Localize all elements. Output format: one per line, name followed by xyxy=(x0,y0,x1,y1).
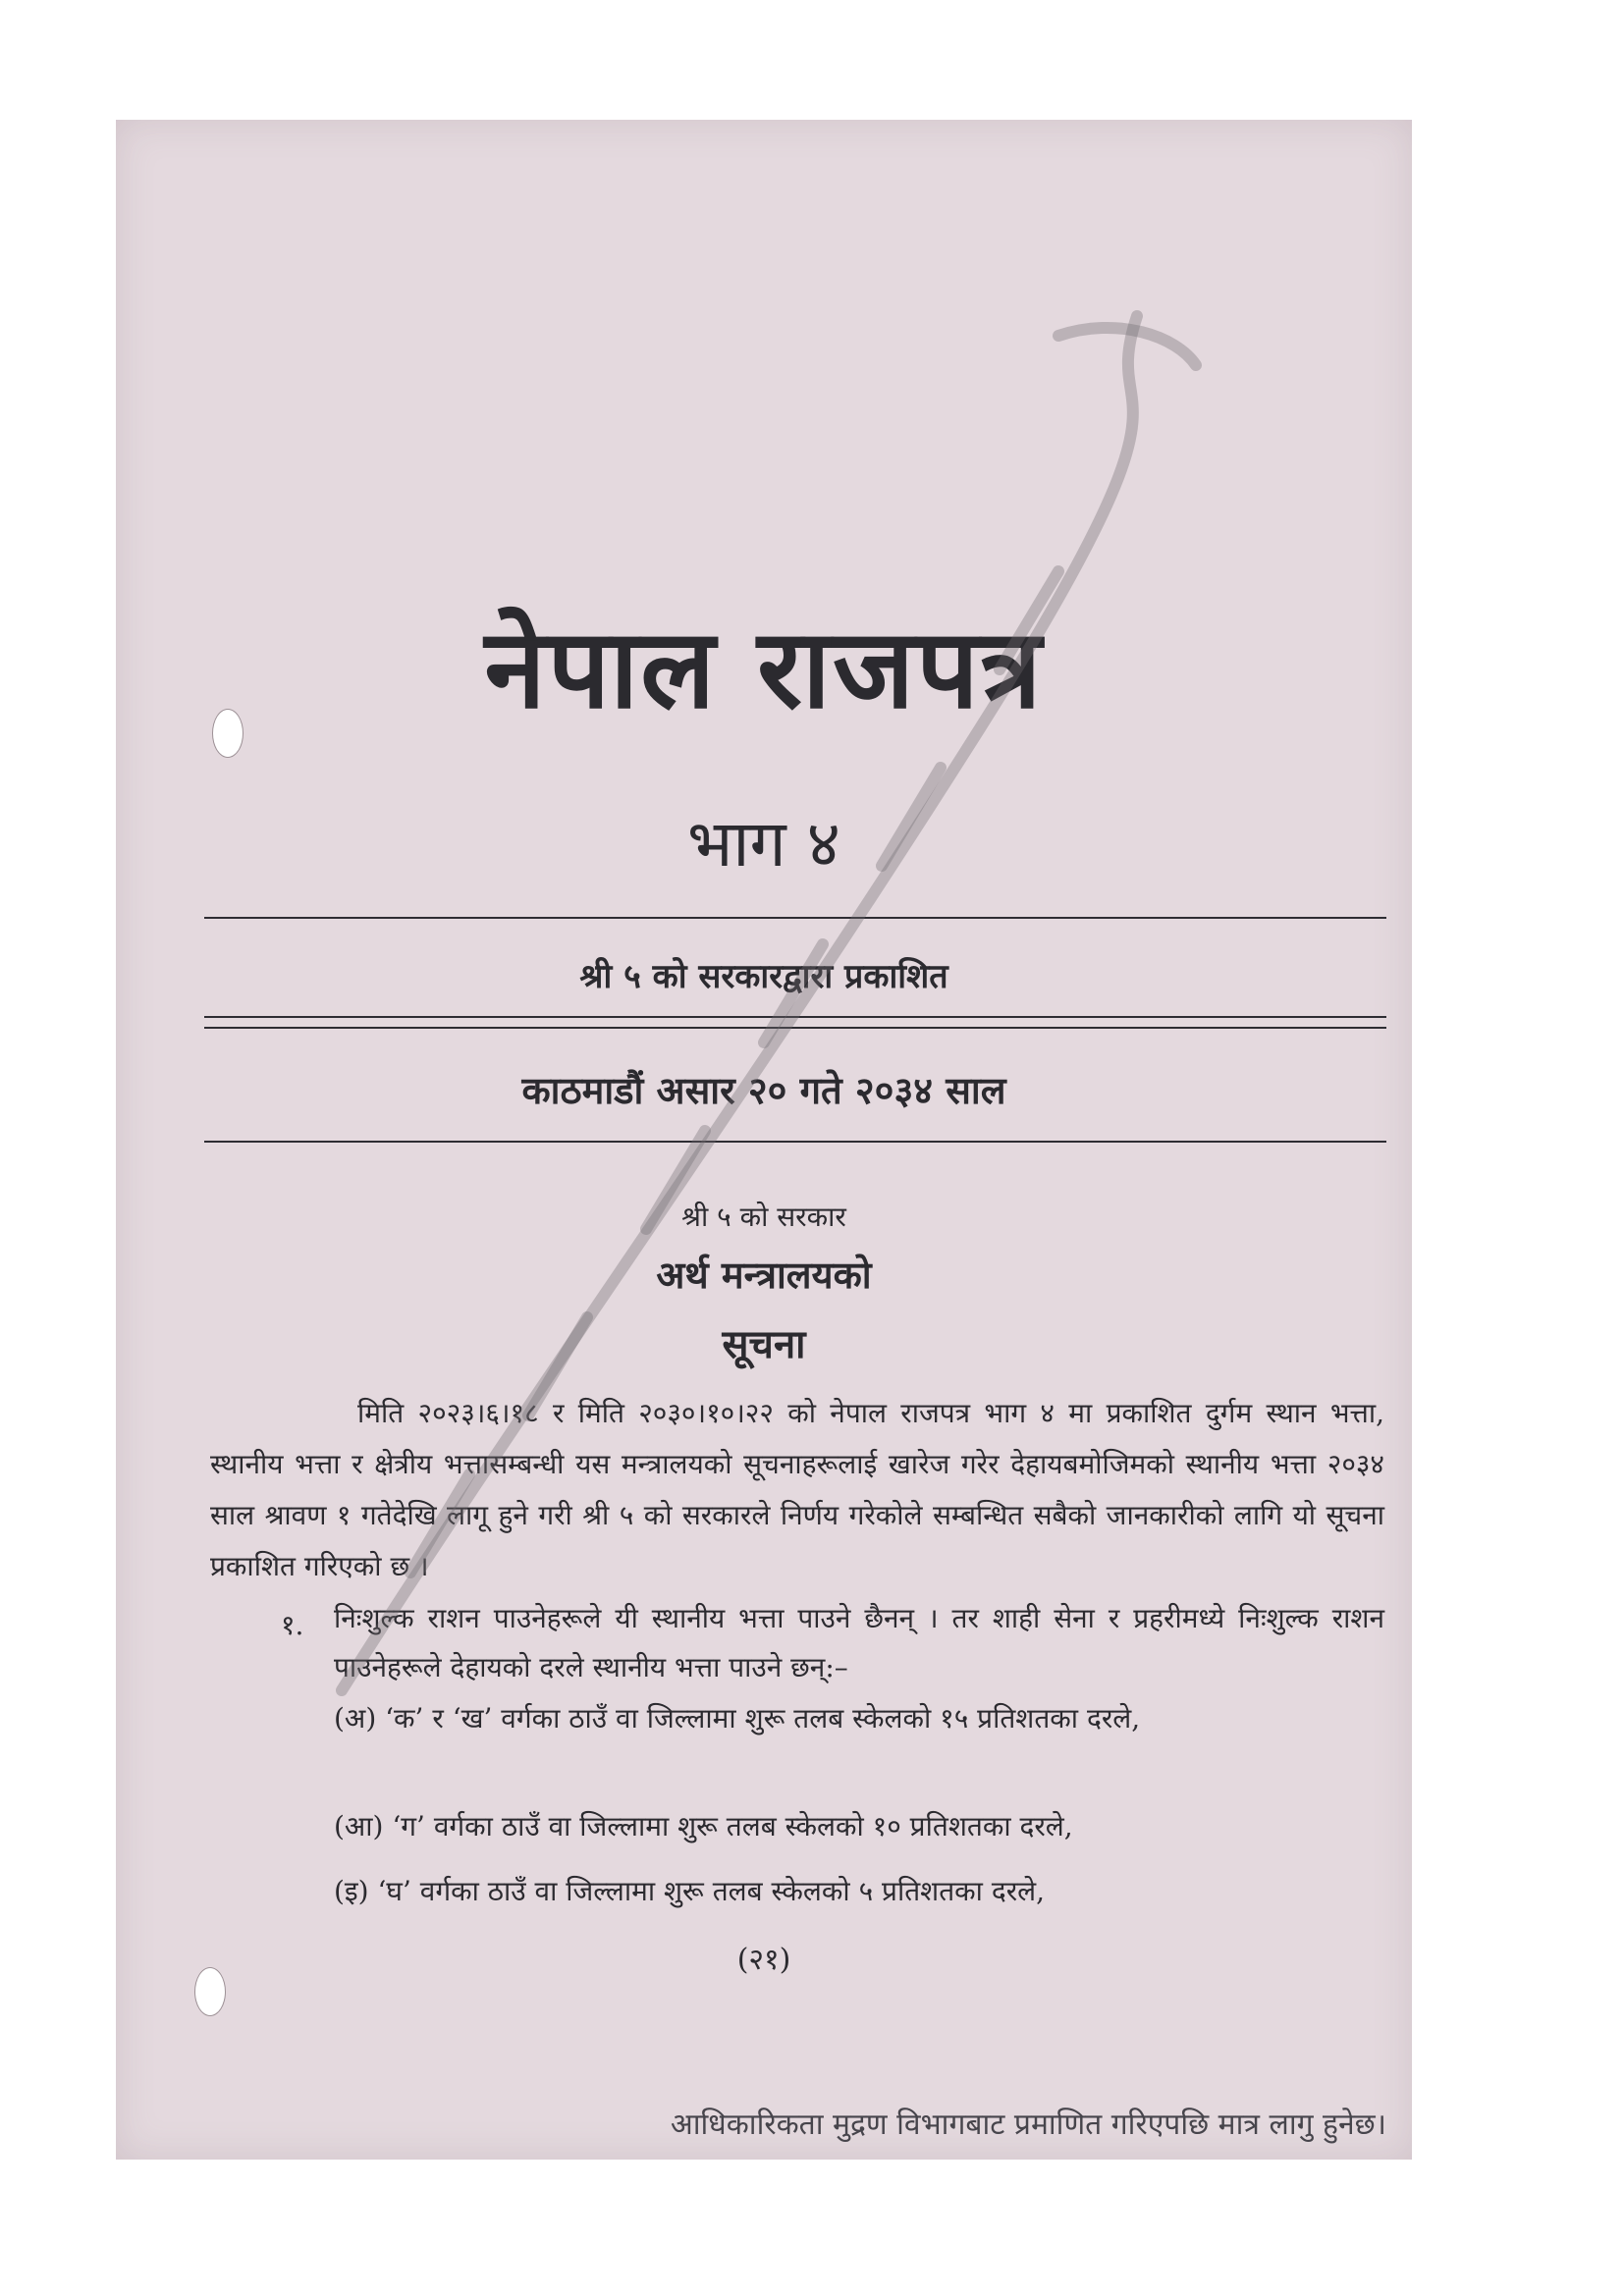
sub-item-i: (इ) ‘घ’ वर्गका ठाउँ वा जिल्लामा शुरू तलब स्केलको ५ प्रतिशतका दरले, xyxy=(334,1875,1046,1907)
sub-item-aa: (आ) ‘ग’ वर्गका ठाउँ वा जिल्लामा शुरू तलब स्केलको १० प्रतिशतका दरले, xyxy=(334,1810,1073,1842)
item-number-1: १. xyxy=(281,1609,304,1641)
rule-bottom xyxy=(204,1141,1386,1143)
ministry-label: अर्थ मन्त्रालयको xyxy=(656,1253,872,1297)
gazette-page xyxy=(116,120,1412,2160)
rule-double-b xyxy=(204,1027,1386,1029)
item-1-text: निःशुल्क राशन पाउनेहरूले यी स्थानीय भत्ता पाउने छैनन् । तर शाही सेना र प्रहरीमध्ये निःशुल्क राशन पाउनेहरूले देहायको दरले स्थानीय भत्ता पाउने छन्:– xyxy=(334,1602,1384,1683)
publisher-line: श्री ५ को सरकारद्वारा प्रकाशित xyxy=(579,957,948,996)
watermark-stamp-icon xyxy=(116,120,1412,2160)
government-label: श्री ५ को सरकार xyxy=(681,1201,846,1233)
rule-top xyxy=(204,917,1386,919)
authentication-note: आधिकारिकता मुद्रण विभागबाट प्रमाणित गरिएपछि मात्र लागु हुनेछ। xyxy=(670,2108,1386,2142)
date-line: काठमाडौं असार २० गते २०३४ साल xyxy=(521,1068,1006,1112)
part-label: भाग ४ xyxy=(687,806,840,881)
intro-paragraph: मिति २०२३।६।१८ र मिति २०३०।१०।२२ को नेपाल राजपत्र भाग ४ मा प्रकाशित दुर्गम स्थान भत्ता, स्थानीय भत्ता र क्षेत्रीय भत्तासम्बन्धी यस मन्त्रालयको सूचनाहरूलाई खारेज गरेर देहायबमोजिमको स्थानीय भत्ता २०३४ साल श्रावण १ गतेदेखि लागू हुने गरी श्री ५ को सरकारले निर्णय गरेकोले सम्बन्धित सबैको जानकारीको लागि यो सूचना प्रकाशित गरिएको छ । xyxy=(210,1397,1384,1582)
notice-heading: सूचना xyxy=(722,1321,806,1367)
sub-item-a: (अ) ‘क’ र ‘ख’ वर्गका ठाउँ वा जिल्लामा शुरू तलब स्केलको १५ प्रतिशतका दरले, xyxy=(334,1702,1141,1735)
page-number: (२१) xyxy=(736,1943,791,1977)
gazette-title: नेपाल राजपत्र xyxy=(484,605,1044,733)
rule-double-a xyxy=(204,1016,1386,1018)
